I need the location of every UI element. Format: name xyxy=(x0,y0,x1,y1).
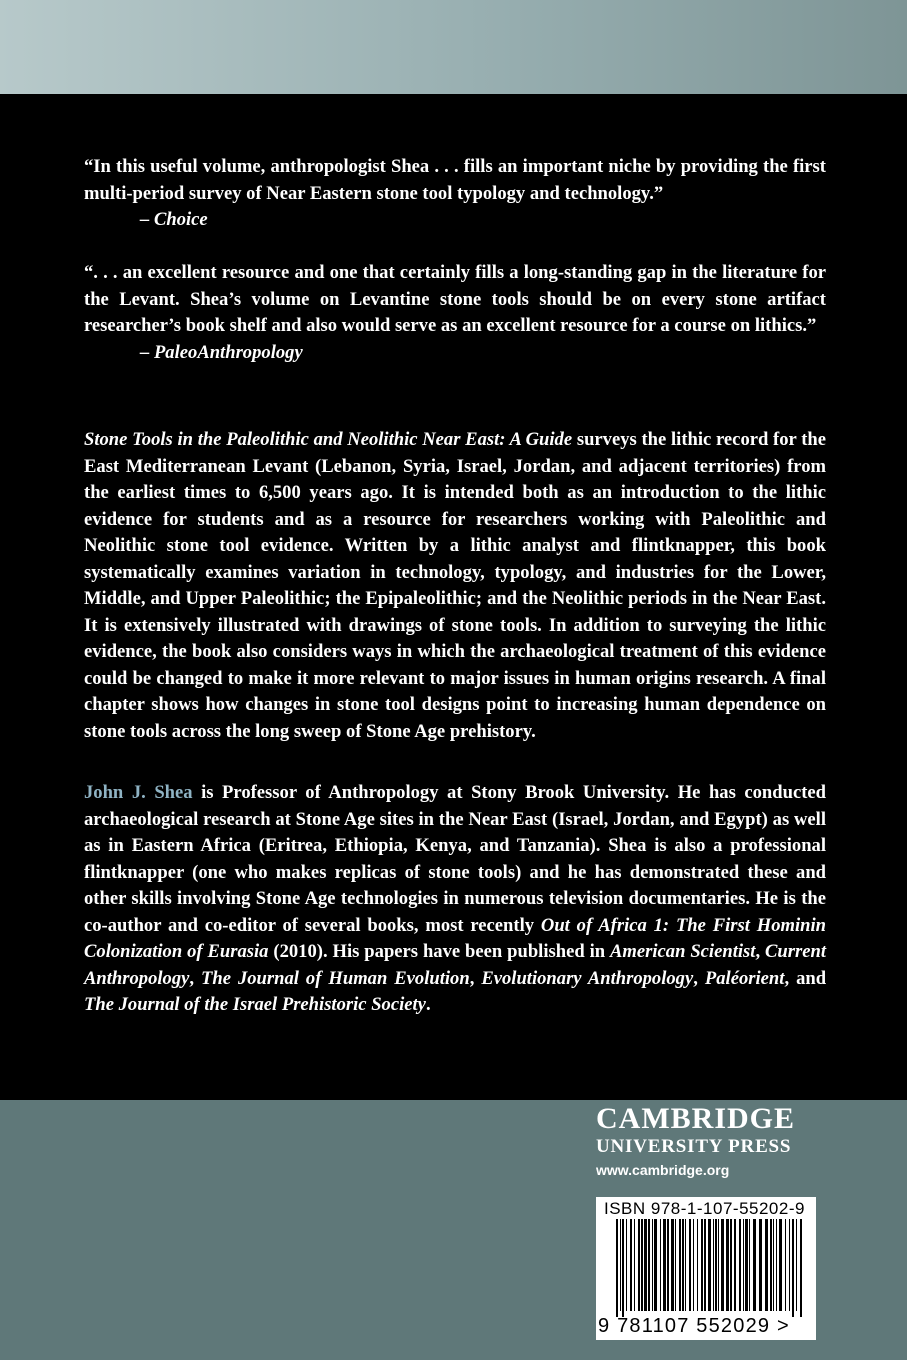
barcode-bar xyxy=(792,1219,794,1317)
quote-source: – PaleoAnthropology xyxy=(140,341,303,363)
barcode-bar xyxy=(776,1219,777,1311)
barcode-bar xyxy=(701,1219,703,1311)
separator: , xyxy=(469,967,482,989)
barcode-digits: 9 781107 552029 > xyxy=(598,1315,790,1337)
top-color-band xyxy=(0,0,907,94)
barcode-bar xyxy=(622,1219,624,1317)
review-quote-choice xyxy=(84,154,826,234)
barcode-icon xyxy=(596,1219,816,1317)
barcode-bar xyxy=(715,1219,717,1311)
barcode-bar xyxy=(713,1219,714,1311)
publisher-name: CAMBRIDGE xyxy=(596,1102,796,1135)
barcode-bar xyxy=(652,1219,653,1311)
barcode-bar xyxy=(693,1219,694,1311)
book-title: Stone Tools in the Paleolithic and Neolithic Near East: A Guide xyxy=(84,429,573,450)
journal-name: Paléorient xyxy=(704,967,785,989)
barcode-bar xyxy=(704,1219,706,1311)
bio-text: is Professor of Anthropology at Stony Brook University. He has conducted archaeological research at Stone Age sites in the Near East (Israel, Jordan, and Egypt) as well as in Eastern Africa (Eritrea, Ethiopia, Kenya, and Tanzania). Shea is also a professional flintknapper (one who makes replicas of stone tools) and he has demonstrated these and other skills involving Stone Age technologies in numerous television documentaries. He is the co-author and co-editor of several books, most recently xyxy=(84,782,826,936)
barcode-bar xyxy=(671,1219,674,1311)
barcode-bar xyxy=(626,1219,627,1311)
barcode-bar xyxy=(749,1219,750,1311)
barcode-bar xyxy=(753,1219,756,1311)
journal-name: The Journal of Human Evolution xyxy=(201,967,470,989)
barcode-bar xyxy=(675,1219,676,1311)
barcode-bar xyxy=(630,1219,632,1311)
publisher-logo xyxy=(596,1102,826,1180)
barcode-bar xyxy=(745,1219,748,1311)
bio-book-title: Out of Africa 1: The First Hominin Colonization of Eurasia xyxy=(84,914,826,962)
barcode-bar xyxy=(759,1219,762,1311)
barcode-bar xyxy=(734,1219,736,1311)
barcode-bar xyxy=(773,1219,774,1311)
barcode-bar xyxy=(739,1219,741,1311)
review-quote-paleoanthropology xyxy=(84,260,826,366)
separator: , and xyxy=(784,967,827,989)
barcode-bar xyxy=(620,1219,621,1311)
barcode-bar xyxy=(718,1219,719,1311)
barcode-bar xyxy=(660,1219,661,1311)
barcode-bar xyxy=(638,1219,640,1311)
publisher-press: UNIVERSITY PRESS xyxy=(596,1136,792,1157)
barcode-bar xyxy=(641,1219,643,1311)
isbn-label: ISBN 978-1-107-55202-9 xyxy=(604,1199,805,1218)
barcode-bar xyxy=(726,1219,729,1311)
barcode-bar xyxy=(644,1219,647,1311)
separator: , xyxy=(189,967,202,989)
barcode-bar xyxy=(682,1219,684,1311)
barcode-bar xyxy=(770,1219,772,1311)
barcode-bar xyxy=(796,1219,797,1311)
barcode-bar xyxy=(685,1219,686,1311)
barcode-bar xyxy=(800,1219,802,1317)
author-name: John J. Shea xyxy=(84,782,193,803)
separator: , xyxy=(755,941,766,962)
barcode-bar xyxy=(667,1219,669,1311)
back-cover-content xyxy=(0,94,907,1100)
journal-name: Current Anthropology xyxy=(84,941,826,989)
bio-text: (2010). His papers have been published in xyxy=(268,941,611,962)
author-bio xyxy=(84,780,826,1019)
journal-name: The Journal of the Israel Prehistoric Society xyxy=(84,994,426,1015)
barcode-bar xyxy=(663,1219,666,1311)
barcode-bar xyxy=(721,1219,724,1311)
barcode-bar xyxy=(689,1219,691,1311)
journal-name: American Scientist xyxy=(610,941,756,962)
barcode-bar xyxy=(785,1219,786,1311)
separator: . xyxy=(425,994,431,1015)
quote-text: “. . . an excellent resource and one that certainly fills a long-standing gap in the literature for the Levant. Shea’s volume on Levantine stone tools should be on every stone artifact researcher’s book shelf and also would serve as an excellent resource for a course on lithics.” xyxy=(84,262,826,336)
separator: , xyxy=(693,967,705,989)
barcode-bar xyxy=(654,1219,657,1311)
barcode-bar xyxy=(730,1219,732,1311)
quote-text: “In this useful volume, anthropologist Shea . . . fills an important niche by providing the first multi-period survey of Near Eastern stone tool typology and technology.” xyxy=(84,156,826,204)
barcode-bar xyxy=(634,1219,635,1311)
quote-source: – Choice xyxy=(140,209,208,230)
barcode-bar xyxy=(789,1219,790,1311)
barcode-bar xyxy=(708,1219,711,1311)
description-body: surveys the lithic record for the East Mediterranean Levant (Lebanon, Syria, Israel, Jordan, and adjacent territories) from the earliest times to 6,500 years ago. It is intended both as an introduction to the lithic evidence for students and as a resource for researchers working with Paleolithic and Neolithic stone tool evidence. Written by a lithic analyst and flintknapper, this book systematically examines variation in technology, typology, and industries for the Lower, Middle, and Upper Paleolithic; the Epipaleolithic; and the Neolithic periods in the Near East. It is extensively illustrated with drawings of stone tools. In addition to surveying the lithic evidence, the book also considers ways in which the archaeological treatment of this evidence could be changed to make it more relevant to major issues in human origins research. A final chapter shows how changes in stone tool designs point to increasing human dependence on stone tools across the long sweep of Stone Age prehistory. xyxy=(84,429,826,742)
barcode-bar xyxy=(679,1219,681,1311)
barcode-bar xyxy=(779,1219,782,1311)
publisher-website[interactable]: www.cambridge.org xyxy=(596,1162,730,1178)
barcode-box xyxy=(596,1197,816,1340)
barcode-bar xyxy=(616,1219,618,1317)
barcode-bar xyxy=(697,1219,698,1311)
book-description xyxy=(84,427,826,745)
barcode-bar xyxy=(765,1219,768,1311)
barcode-bar xyxy=(648,1219,650,1311)
barcode-bar xyxy=(743,1219,744,1311)
journal-name: Evolutionary Anthropology xyxy=(481,967,694,989)
